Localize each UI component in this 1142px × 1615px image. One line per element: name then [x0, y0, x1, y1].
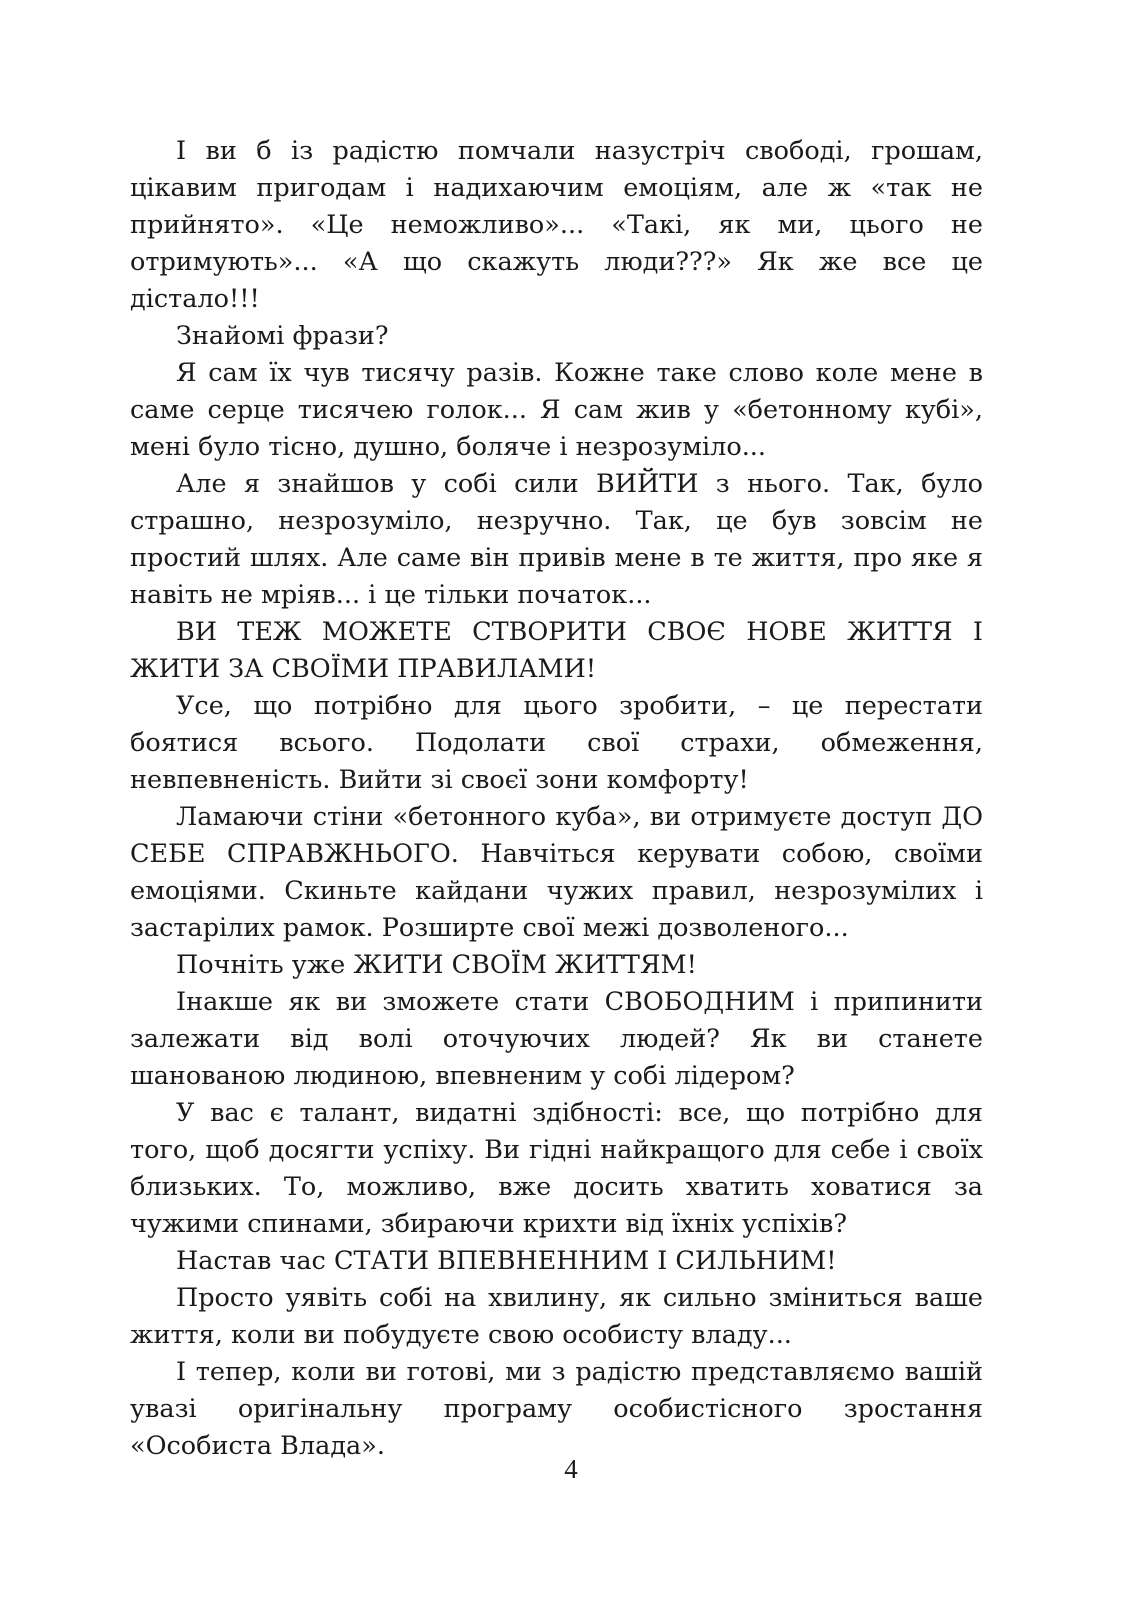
paragraph: У вас є талант, видатні здібності: все, що потрібно для того, щоб досягти успіху. Ви гідні найкращого для себе і своїх близьких. То, можливо, вже досить хватить ховатися за чужими спинами, збираючи крихти від їхніх успіхів? [130, 1098, 983, 1239]
paragraph: Знайомі фрази? [176, 321, 389, 351]
paragraph: Інакше як ви зможете стати СВОБОДНИМ і припинити залежати від волі оточуючих людей? Як ви станете шанованою людиною, впевненим у собі лідером? [130, 987, 983, 1091]
paragraph: Просто уявіть собі на хвилину, як сильно зміниться ваше життя, коли ви побудуєте свою особисту владу... [130, 1283, 983, 1350]
page-number: 4 [564, 1454, 578, 1484]
paragraph: Я сам їх чув тисячу разів. Кожне таке слово коле мене в саме серце тисячею голок... Я сам жив у «бетонному кубі», мені було тісно, душно, боляче і незрозуміло... [130, 358, 983, 462]
paragraph: Почніть уже ЖИТИ СВОЇМ ЖИТТЯМ! [176, 950, 697, 980]
paragraph: ВИ ТЕЖ МОЖЕТЕ СТВОРИТИ СВОЄ НОВЕ ЖИТТЯ І ЖИТИ ЗА СВОЇМИ ПРАВИЛАМИ! [130, 617, 983, 684]
paragraph: І тепер, коли ви готові, ми з радістю представляємо вашій увазі оригінальну програму особистісного зростання «Особиста Влада». [130, 1357, 983, 1461]
paragraph: І ви б із радістю помчали назустріч свободі, грошам, цікавим пригодам і надихаючим емоціям, але ж «так не прийнято». «Це неможливо»... «Такі, як ми, цього не отримують»... «А що скажуть люди???» Як же все це дістало!!! [130, 136, 983, 314]
paragraph: Усе, що потрібно для цього зробити, – це перестати боятися всього. Подолати свої страхи, обмеження, невпевненість. Вийти зі своєї зони комфорту! [130, 691, 983, 795]
paragraph: Але я знайшов у собі сили ВИЙТИ з нього. Так, було страшно, незрозуміло, незручно. Так, це був зовсім не простий шлях. Але саме він привів мене в те життя, про яке я навіть не мріяв... і це тільки початок... [130, 469, 983, 610]
paragraph: Ламаючи стіни «бетонного куба», ви отримуєте доступ ДО СЕБЕ СПРАВЖНЬОГО. Навчіться керувати собою, своїми емоціями. Скиньте кайдани чужих правил, незрозумілих і застарілих рамок. Розширте свої межі дозволеного... [130, 802, 983, 943]
paragraph: Настав час СТАТИ ВПЕВНЕННИМ І СИЛЬНИМ! [176, 1246, 837, 1276]
body-text [130, 133, 983, 1465]
